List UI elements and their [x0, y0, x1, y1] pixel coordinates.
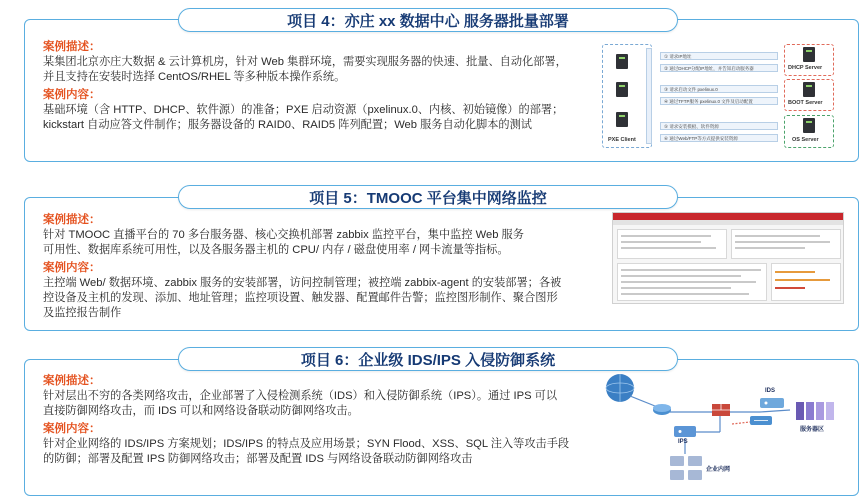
boot-server-label: BOOT Server	[788, 100, 823, 106]
pxe-step: ② 通过DHCP分配IP地址，并告知启动服务器	[660, 64, 778, 72]
network-strip	[646, 48, 652, 144]
computer-icon	[616, 82, 628, 97]
zabbix-panel	[771, 263, 841, 301]
pxe-step: ① 请求IP地址	[660, 52, 778, 60]
project-5-title: 项目 5：TMOOC 平台集中网络监控	[178, 185, 678, 209]
project-5-desc-heading: 案例描述：	[43, 214, 101, 226]
project-4-content-line: kickstart 自动应答文件制作；服务器设备的 RAID0、RAID5 阵列配置；Web 服务自动化脚本的测试	[43, 119, 532, 131]
project-5-content-line: 及监控报告制作	[43, 307, 122, 319]
ips-device-icon	[674, 426, 696, 437]
project-6-text	[43, 374, 588, 467]
zabbix-dashboard-screenshot	[612, 212, 844, 304]
server-rack-icon	[796, 402, 834, 420]
ids-device-icon	[760, 398, 784, 408]
pxe-client-label: PXE Client	[608, 137, 636, 143]
ids-ips-network-diagram	[600, 372, 850, 492]
zabbix-menu-bar	[613, 220, 843, 225]
ips-label: IPS	[678, 439, 688, 445]
project-5-content-line: 主控端 Web/ 数据环境、zabbix 服务的安装部署，访问控制管理；被控端 zabbix-agent 的安装部署；各被	[43, 277, 562, 289]
pxe-deployment-diagram	[600, 42, 836, 150]
pxe-step: ③ 请求启动文件 pxelinux.0	[660, 85, 778, 93]
project-6-content-heading: 案例内容：	[43, 423, 101, 435]
dhcp-server-label: DHCP Server	[788, 65, 823, 71]
project-5-text	[43, 213, 588, 321]
project-6-content-line: 的防御；部署及配置 IPS 防御网络攻击；部署及配置 IDS 与网络设备联动防御网络攻击	[43, 453, 473, 465]
os-server-label: OS Server	[792, 137, 819, 143]
project-6-desc-line: 针对层出不穷的各类网络攻击，企业部署了入侵检测系统（IDS）和入侵防御系统（IPS）。通过 IPS 可以	[43, 390, 558, 402]
server-icon	[803, 82, 815, 97]
project-4-title: 项目 4：亦庄 xx 数据中心 服务器批量部署	[178, 8, 678, 32]
zabbix-header-bar	[613, 213, 843, 220]
project-6-content-line: 针对企业网络的 IDS/IPS 方案规划；IDS/IPS 的特点及应用场景；SYN Flood、XSS、SQL 注入等攻击手段	[43, 438, 570, 450]
project-4-desc-heading: 案例描述：	[43, 41, 101, 53]
project-4-desc-line: 并且支持在安装时选择 CentOS/RHEL 等多种版本操作系统。	[43, 71, 346, 83]
intranet-label: 企业内网	[706, 467, 731, 473]
server-zone-label: 服务器区	[800, 427, 825, 433]
zabbix-panel	[617, 229, 727, 259]
project-6-desc-line: 直接防御网络攻击，而 IDS 可以和网络设备联动防御网络攻击。	[43, 405, 359, 417]
intranet-hosts-icon	[670, 456, 702, 480]
project-6-desc-heading: 案例描述：	[43, 375, 101, 387]
server-icon	[803, 47, 815, 62]
globe-icon	[606, 374, 634, 402]
project-4-desc-line: 某集团北京亦庄大数据 & 云计算机房，针对 Web 集群环境，需要实现服务器的快速、批量、自动化部署，	[43, 56, 567, 68]
project-4-content-heading: 案例内容：	[43, 89, 101, 101]
pxe-step: ⑥ 通过Web/FTP等方式提供安装资源	[660, 134, 778, 142]
router-icon	[653, 404, 671, 415]
server-icon	[803, 118, 815, 133]
switch-icon	[750, 416, 772, 425]
computer-icon	[616, 54, 628, 69]
project-4-text	[43, 40, 588, 133]
ids-label: IDS	[765, 388, 776, 394]
project-5-desc-line: 可用性、数据库系统可用性，以及各服务器主机的 CPU/ 内存 / 磁盘使用率 / 网卡流量等指标。	[43, 244, 509, 256]
project-5-content-heading: 案例内容：	[43, 262, 101, 274]
pxe-step: ⑤ 请求安装模板、软件资源	[660, 122, 778, 130]
project-5-content-line: 控设备及主机的发现、添加、地址管理；监控项设置、触发器、配置邮件告警；监控图形制作、聚合图形	[43, 292, 558, 304]
project-4-content-line: 基础环境（含 HTTP、DHCP、软件源）的准备；PXE 启动资源（pxelinux.0、内核、初始镜像）的部署；	[43, 104, 564, 116]
firewall-icon	[712, 404, 730, 416]
computer-icon	[616, 112, 628, 127]
zabbix-panel	[731, 229, 841, 259]
project-6-title: 项目 6：企业级 IDS/IPS 入侵防御系统	[178, 347, 678, 371]
project-5-desc-line: 针对 TMOOC 直播平台的 70 多台服务器、核心交换机部署 zabbix 监控平台，集中监控 Web 服务	[43, 229, 524, 241]
pxe-step: ④ 通过TFTP服务 pxelinux.0 文件及启动配置	[660, 97, 778, 105]
